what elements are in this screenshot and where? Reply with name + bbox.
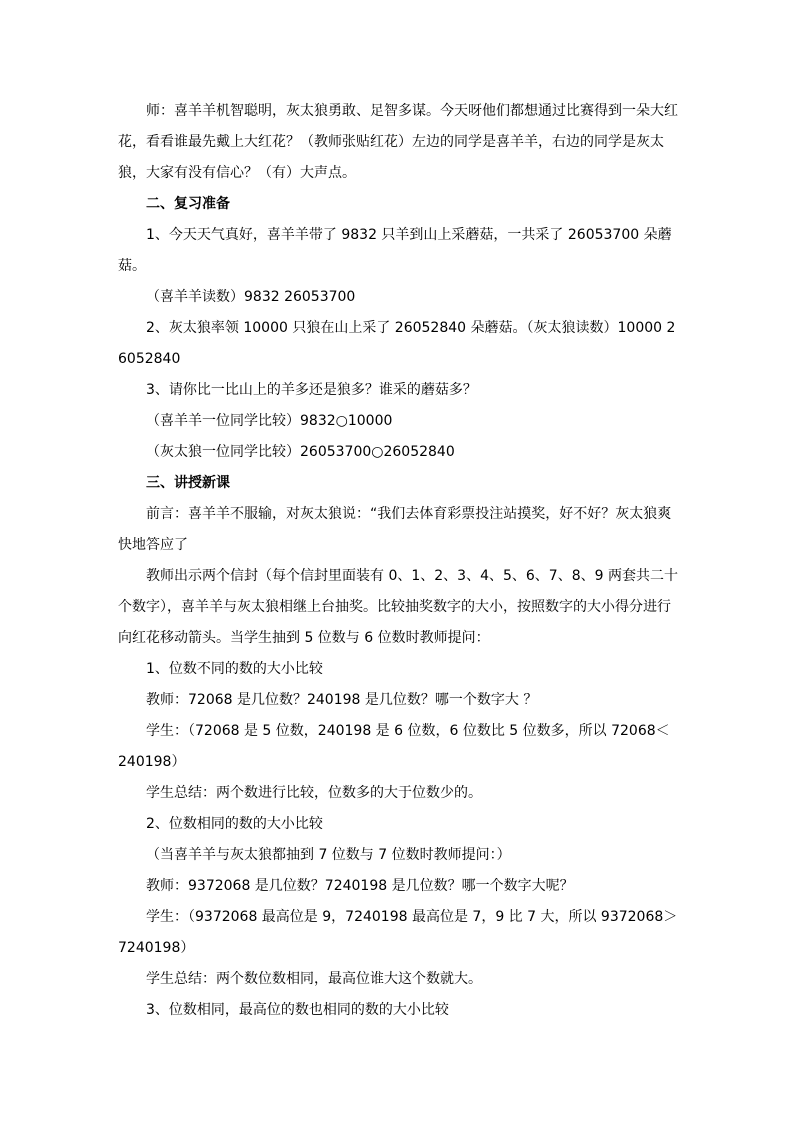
paragraph-compare-1-summary: 学生总结：两个数进行比较，位数多的大于位数少的。 [146,785,482,801]
paragraph-compare-2-summary: 学生总结：两个数位数相同，最高位谁大这个数就大。 [146,971,482,987]
paragraph-envelopes: 教师出示两个信封（每个信封里面装有 0、1、2、3、4、5、6、7、8、9 两套共二十个数字），喜羊羊与灰太狼相继上台抽奖。比较抽奖数字的大小，按照数字的大小得分进行向红花移动箭头。当学生抽到 5 位数与 6 位数时教师提问： [118,568,678,646]
paragraph-review-1: 1、今天天气真好，喜羊羊带了 9832 只羊到山上采蘑菇，一共采了 26053700 朵蘑菇。 [118,227,672,274]
section-heading-new-lesson: 三、讲授新课 [146,475,230,491]
paragraph-review-1-reading: （喜羊羊读数）9832 26053700 [146,289,356,305]
paragraph-review-2: 2、灰太狼率领 10000 只狼在山上采了 26052840 朵蘑菇。（灰太狼读数）10000 26052840 [118,320,676,367]
paragraph-compare-2-title: 2、位数相同的数的大小比较 [146,816,323,832]
paragraph-review-3-sheep: （喜羊羊一位同学比较）9832○10000 [146,413,393,429]
paragraph-compare-2-teacher: 教师：9372068 是几位数？7240198 是几位数？哪一个数字大呢？ [146,878,574,894]
paragraph-compare-1-teacher: 教师：72068 是几位数？240198 是几位数？哪一个数字大 ？ [146,692,538,708]
paragraph-preface: 前言：喜羊羊不服输，对灰太狼说：“我们去体育彩票投注站摸奖，好不好？灰太狼爽快地答应了 [118,506,672,553]
paragraph-intro: 师：喜羊羊机智聪明，灰太狼勇敢、足智多谋。今天呀他们都想通过比赛得到一朵大红花，看看谁最先戴上大红花？（教师张贴红花）左边的同学是喜羊羊，右边的同学是灰太狼，大家有没有信心？（有）大声点。 [118,103,678,181]
paragraph-compare-1-title: 1、位数不同的数的大小比较 [146,661,323,677]
paragraph-review-3-wolf: （灰太狼一位同学比较）26053700○26052840 [146,444,455,460]
section-heading-review: 二、复习准备 [146,196,230,212]
document-body [118,96,678,1026]
paragraph-compare-1-student: 学生：（72068 是 5 位数，240198 是 6 位数，6 位数比 5 位数多，所以 72068＜240198） [118,723,670,770]
paragraph-compare-3-title: 3、位数相同，最高位的数也相同的数的大小比较 [146,1002,449,1018]
paragraph-compare-2-student: 学生：（9372068 最高位是 9，7240198 最高位是 7，9 比 7 大，所以 9372068＞7240198） [118,909,678,956]
paragraph-compare-2-note: （当喜羊羊与灰太狼都抽到 7 位数与 7 位数时教师提问：） [146,847,511,863]
paragraph-review-3: 3、请你比一比山上的羊多还是狼多？谁采的蘑菇多？ [146,382,477,398]
